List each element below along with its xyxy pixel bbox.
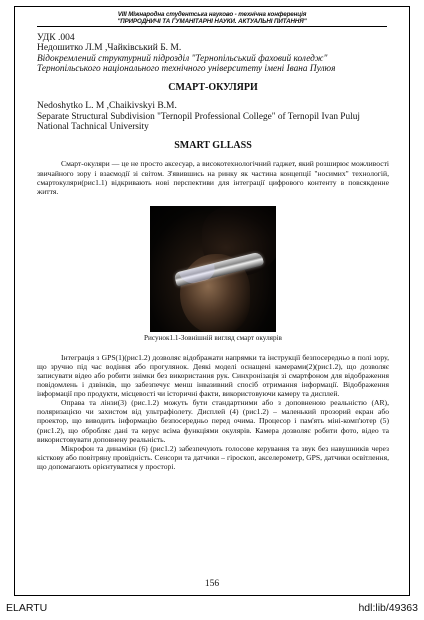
title-ua: СМАРТ-ОКУЛЯРИ	[168, 82, 258, 93]
header-divider	[37, 26, 387, 27]
smart-glasses-photo	[150, 206, 276, 332]
paragraph-intro: Смарт-окуляри — це не просто аксесуар, а високотехнологічний гаджет, який розширює можливості звичайного зору і взаємодії зі світом. З'явившись на ринку як частина концепції "носимих" технологій, смартокуляри(рис1.1) відкривають нові перспективи для інтеграції цифрового контенту в повсякденне життя.	[37, 159, 389, 196]
paragraph-microphone: Мікрофон та динаміки (6) (рис1.2) забезпечують голосове керування та звук без навушників через кісткову або повітряну провідність. Сенсори та датчики – гіроскоп, акселерометр, GPS, датчики освітлення, що допомагають орієнтуватися у просторі.	[37, 443, 389, 471]
udk-code: УДК .004	[37, 33, 75, 43]
page-number: 156	[204, 579, 220, 589]
paragraph-gps: Інтеграція з GPS(1)(рис1.2) дозволяє відображати напрямки та інструкції безпосередньо в полі зору, що зручно під час водіння або прогулянок. Деякі моделі оснащені камерами(2)(рис1.2), що дозволяє записувати відео або робити знімки без використання рук. Синхронізація зі смартфоном для відображення повідомлень і дзвінків, що забезпечує менш інвазивний спосіб отримання інформації. Відображення інформації про продукти, місцевості чи історичні факти, використовуючи камеру та дисплей.	[37, 352, 389, 399]
conference-header-line2: "ПРИРОДНИЧІ ТА ГУМАНІТАРНІ НАУКИ. АКТУАЛЬНІ ПИТАННЯ"	[117, 18, 307, 25]
authors-ua: Недошитко Л.М ,Чайківський Б. М.	[37, 43, 182, 54]
handle-id: hdl:lib/49363	[358, 602, 418, 614]
repository-footer	[0, 598, 424, 620]
repository-name: ELARTU	[6, 602, 48, 614]
authors-en: Nedoshytko L. M ,Chaikivskyi B.M.	[37, 101, 177, 112]
document-page	[14, 6, 410, 596]
affiliation-ua: Відокремлений структурний підрозділ "Тернопільський фаховий коледж" Тернопільського національного технічного університету імені Івана Пулюя	[37, 53, 336, 75]
article-content	[37, 33, 389, 471]
title-en: SMART GLLASS	[174, 140, 252, 151]
figure-caption: Рисунок1.1-Зовнішній вигляд смарт окулярів	[144, 333, 282, 342]
conference-header	[15, 11, 409, 25]
conference-header-line1: VIII Міжнародна студентська науково - технічна конференція	[117, 11, 307, 18]
paragraph-frame: Оправа та лінзи(3) (рис.1.2) можуть бути стандартними або з доповненою реальністю (AR), поляризацією чи захистом від ультрафіолету. Дисплей (4) (рис1.2) – маленький прозорий екран або проектор, що виводить інформацію безпосередньо перед очима. Процесор і пам'ять міні-комп'ютер (5) (рис1.2), що обробляє дані та керує всіма функціями окулярів. Камера дозволяє робити фото, відео та використовувати доповнену реальність.	[37, 398, 389, 444]
affiliation-en: Separate Structural Subdivision "Ternopil Professional College" of Ternopil Ivan Puluj National Tachnical University	[37, 111, 360, 133]
